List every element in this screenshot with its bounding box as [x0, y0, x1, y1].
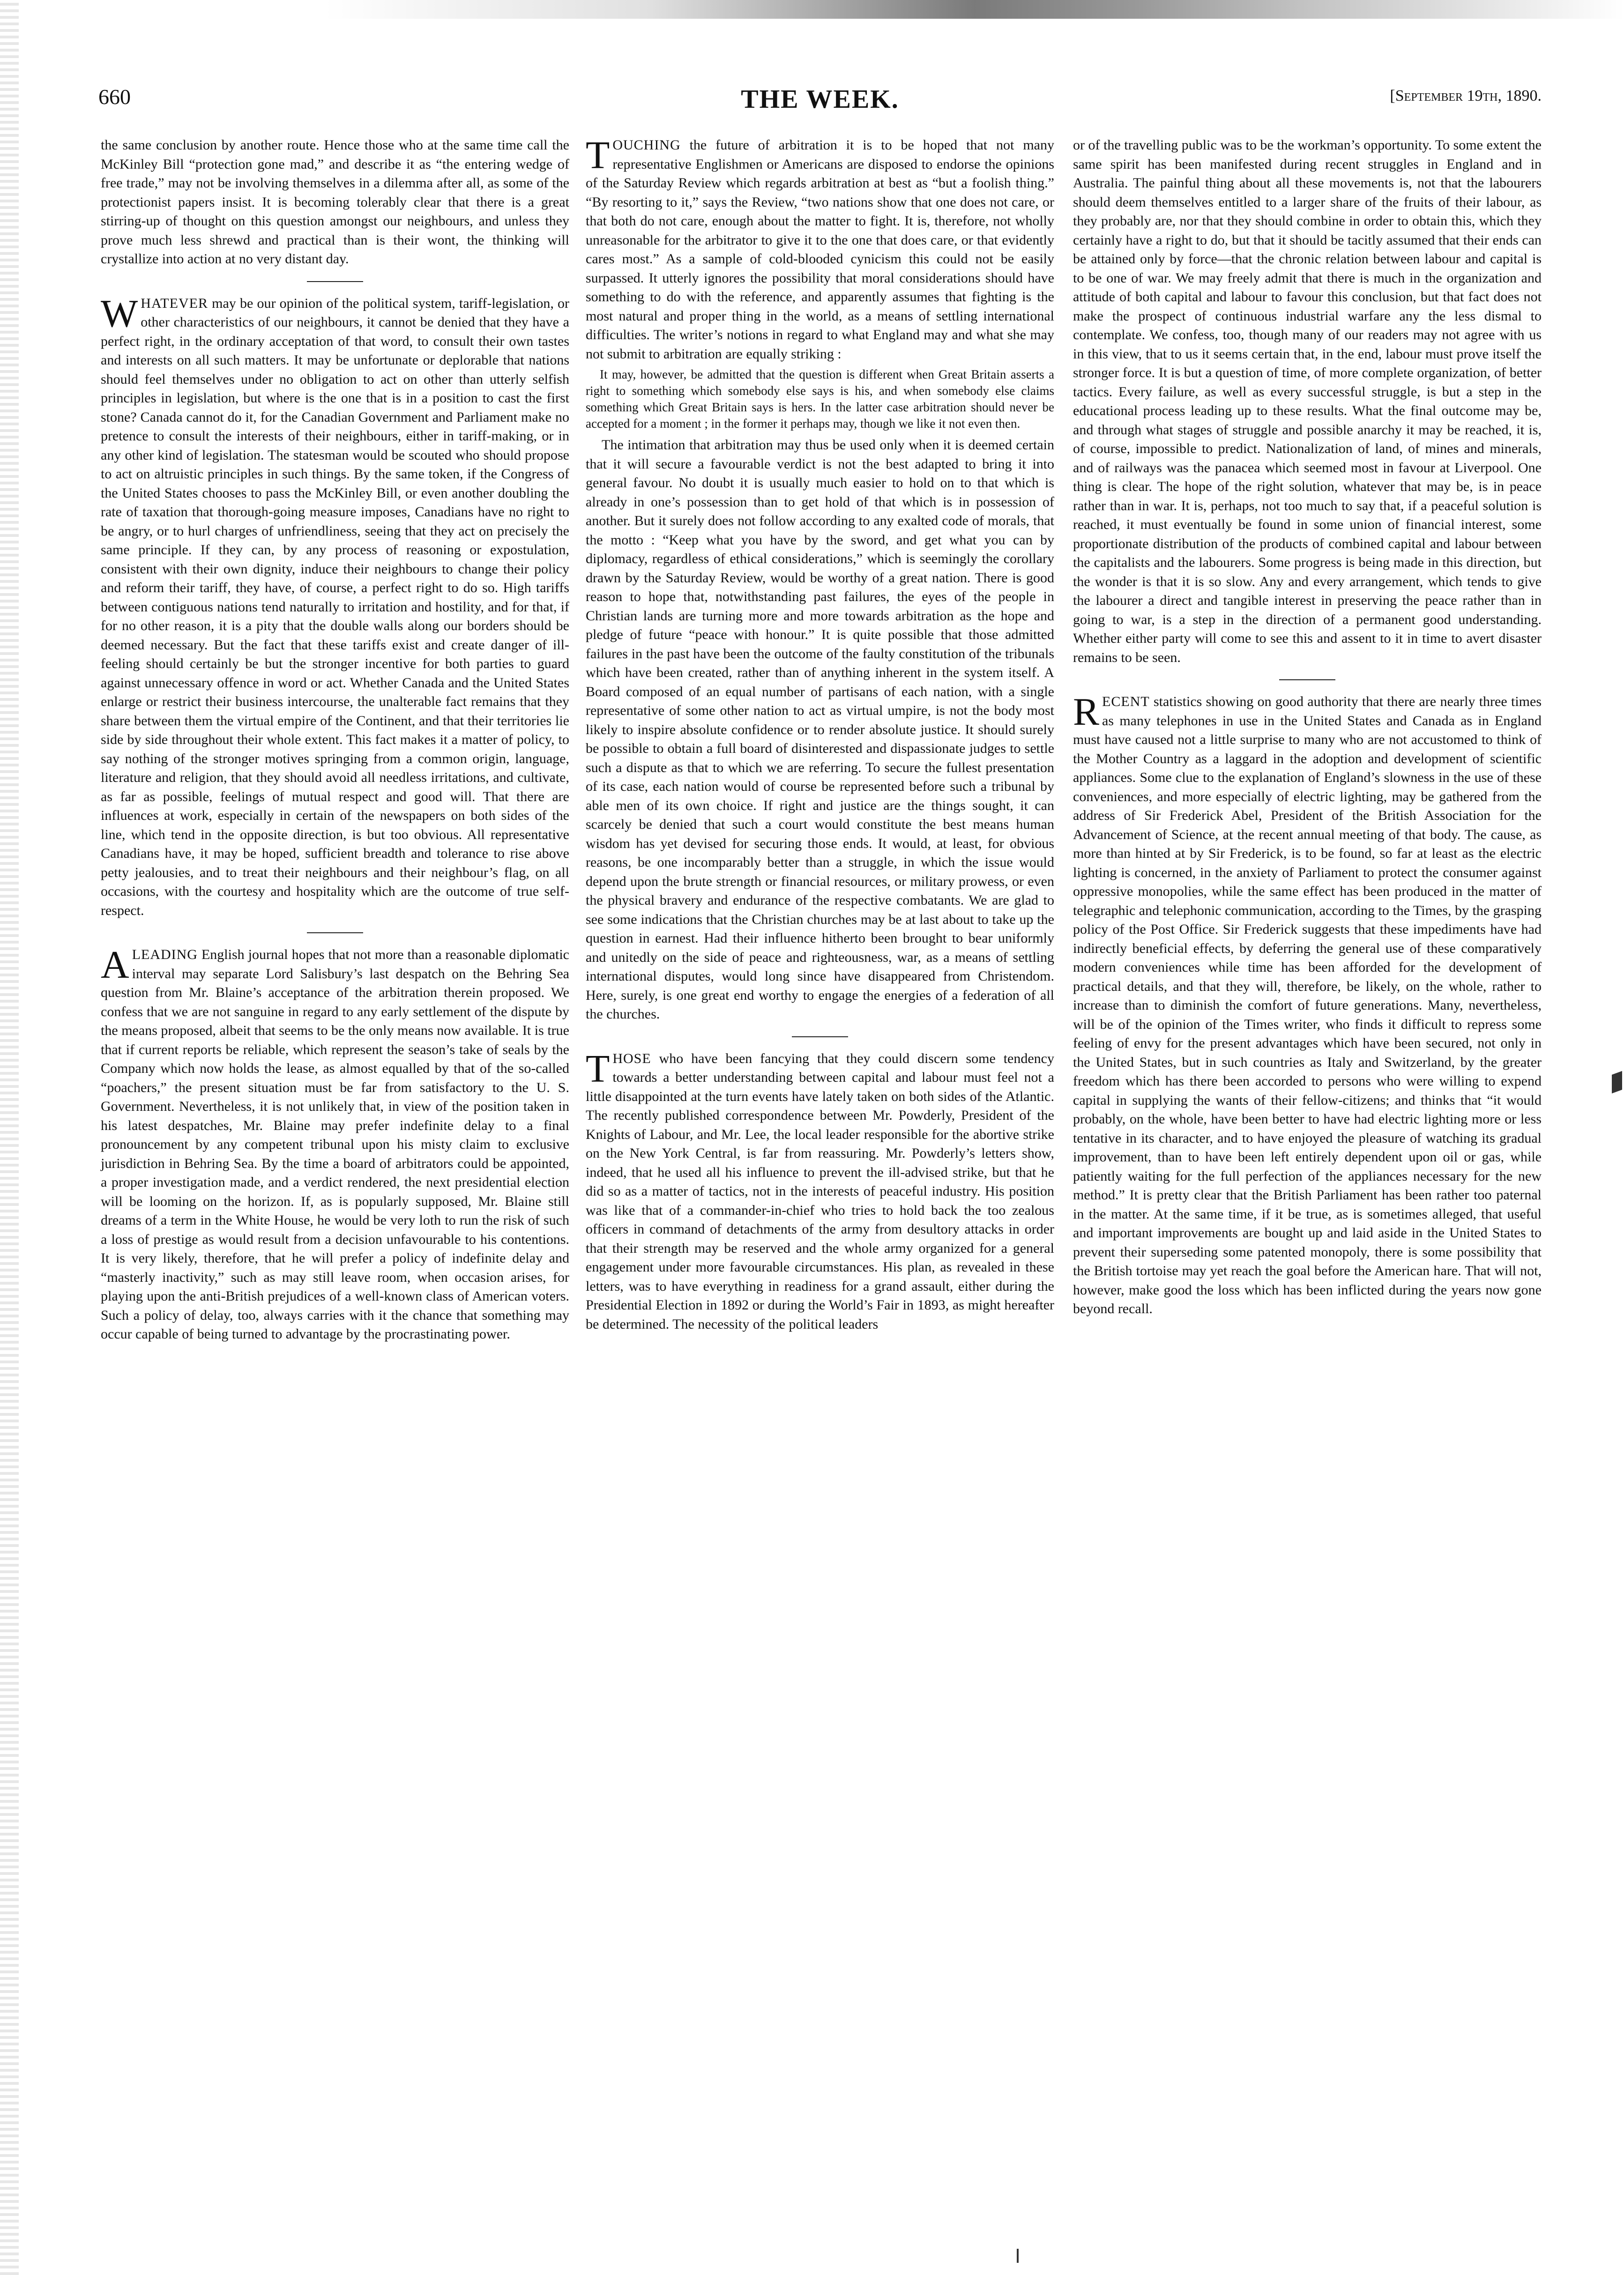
section-divider	[307, 932, 363, 933]
scan-edge-top	[0, 0, 1624, 19]
margin-mark	[1612, 1071, 1622, 1093]
drop-cap: W	[101, 291, 138, 335]
column-1	[101, 136, 569, 1347]
paragraph	[101, 291, 569, 921]
section-divider	[307, 281, 363, 282]
paragraph: or of the travelling public was to be the workman’s opportunity. To some extent the same spirit has been manifested during recent struggles in England and in Australia. The painful thing about all these movements is, not that the labourers should deem themselves entitled to a larger share of the fruits of their labour, as they probably are, nor that they should combine in order to obtain this, which they certainly have a right to do, but that it should be tacitly assumed that their ends can be attained only by force—that the chronic relation between labour and capital is to be one of war. We may freely admit that there is much in the organization and attitude of both capital and labour to favour this conclusion, but that fact does not make the prospect of continuous industrial warfare any the less dismal to contemplate. We confess, too, though many of our readers may not agree with us in this view, that to us it seems certain that, in the end, labour must prove itself the stronger force. It is but a question of time, of more complete organization, of better tactics. Every failure, as well as every successful struggle, is but a step in the educational process leading up to these results. What the final outcome may be, and through what stages of struggle and possible anarchy it may be reached, it is, of course, impossible to predict. Nationalization of land, of mines and minerals, and of railways was the panacea which seemed most in favour at Liverpool. One thing is clear. The hope of the right solution, whatever that may be, is in peace rather than in war. It is, perhaps, not too much to say that, if a peaceful solution is reached, it must eventually be found in some union of financial interest, some proportionate distribution of the products of combined capital and labour between the capitalists and the labourers. Some progress is being made in this direction, but the wonder is that it is so slow. Any and every arrangement, which tends to give the labourer a direct and tangible interest in preserving the peace rather than in going to war, is a step in the direction of a permanent good understanding. Whether either party will come to see this and assent to it in time to avert disaster remains to be seen.	[1073, 137, 1542, 665]
paragraph-text: who have been fancying that they could discern some tendency towards a better understanding between capital and labour must feel not a little disappointed at the turn events have lately taken on both sides of the Atlantic. The recently published correspondence between Mr. Powderly, President of the Knights of Labour, and Mr. Lee, the local leader responsible for the abortive strike on the New York Central, is far from reassuring. Mr. Powderly’s letters show, indeed, that he used all his influence to prevent the ill-advised strike, but that he did so as a matter of tactics, not in the interests of peaceful industry. His position was like that of a commander-in-chief who tries to hold back the too zealous officers in command of detachments of the army from desultory attacks in order that their strength may be reserved and the whole army organized for a general engagement under more favourable circumstances. His plan, as revealed in these letters, was to have everything in readiness for a grand assault, either during the Presidential Election in 1892 or during the World’s Fair in 1893, as might hereafter be determined. The necessity of the political leaders	[586, 1050, 1054, 1332]
paragraph	[101, 945, 569, 1344]
paragraph-text: the future of arbitration it is to be hoped that not many representative Englishmen or Americans are disposed to endorse the opinions of the Saturday Review which regards arbitration at best as “but a foolish thing.” “By resorting to it,” says the Review, “two nations show that one does not care, or that both do not care, enough about the matter to fight. It is, therefore, not wholly unreasonable for the arbitrator to give it to the one that does care, or that evidently cares most.” As a sample of cold-blooded cynicism this could not be easily surpassed. It utterly ignores the possibility that moral considerations should have something to do with the reference, and apparently assumes that fighting is the most natural and proper thing in the world, as a means of settling international difficulties. The writer’s notions in regard to what England may and what she may not submit to arbitration are equally striking :	[586, 137, 1054, 362]
drop-cap: T	[586, 134, 610, 177]
lead-word: HOSE	[612, 1050, 651, 1066]
paragraph-text: may be our opinion of the political system, tariff-legislation, or other characteristics of our neighbours, it cannot be denied that they have a perfect right, in the ordinary acceptation of that word, to consult their own tastes and interests on all such matters. It may be unfortunate or deplorable that nations should feel themselves under no obligation to act on other than utterly selfish principles in legislation, but where is the one that is in a position to cast the first stone? Canada cannot do it, for the Canadian Government and Parliament make no pretence to consult the interests of their neighbours, either in tariff-making, or in any other kind of legislation. The statesman would be scouted who should propose to act on altruistic principles in such things. By the same token, if the Congress of the United States chooses to pass the McKinley Bill, or even another doubling the rate of taxation that thorough-going measure imposes, Canadians have no right to be angry, or to hurl charges of unfriendliness, seeing that they act on precisely the same principle. If they can, by any process of reasoning or expostulation, consistent with their own dignity, induce their neighbours to change their policy and reform their tariff, they have, of course, a perfect right to do so. High tariffs between contiguous nations tend naturally to irritation and hostility, and for that, if for no other reason, it is a pity that the double walls along our borders should be deemed necessary. But the fact that these tariffs exist and create danger of ill-feeling should certainly be but the stronger incentive for both parties to guard against unnecessary offence in word or act. Whether Canada and the United States enlarge or restrict their business intercourse, the unalterable fact remains that they share between them the virtual empire of the Continent, and that their territories lie side by side throughout their whole extent. This fact makes it a matter of policy, to say nothing of the stronger motives springing from a common origin, language, literature and religion, that they should avoid all needless irritations, and cultivate, as far as possible, feelings of mutual respect and good will. That there are influences at work, especially in certain of the newspapers on both sides of the line, which tend in the opposite direction, is but too obvious. All representative Canadians have, it may be hoped, sufficient breadth and tolerance to rise above petty jealousies, and to treat their neighbours and their neighbour’s flag, on all occasions, with the courtesy and hospitality which are the outcome of true self-respect.	[101, 295, 569, 918]
paragraph-text: English journal hopes that not more than a reasonable diplomatic interval may separate Lord Salisbury’s last despatch on the Behring Sea question from Mr. Blaine’s acceptance of the arbitration therein proposed. We confess that we are not sanguine in regard to any early settlement of the dispute by the means proposed, albeit that seems to be the only means now available. It is true that if current reports be reliable, which represent the season’s take of seals by the Company which now holds the lease, as almost equalled by that of the so-called “poachers,” the present situation must be far from satisfactory to the U. S. Government. Nevertheless, it is not unlikely that, in view of the position taken in his latest despatches, Mr. Blaine may prefer indefinite delay to a final pronouncement by any competent tribunal upon his misty claim to exclusive jurisdiction in Behring Sea. By the time a board of arbitrators could be appointed, a proper investigation made, and a verdict rendered, the next presidential election will be looming on the horizon. If, as is popularly supposed, Mr. Blaine still dreams of a term in the White House, he would be very loth to run the risk of such a loss of prestige as would result from a decision unfavourable to his contentions. It is very likely, therefore, that he will prefer a policy of indefinite delay and “masterly inactivity,” such as may still leave room, when occasion arises, for playing upon the anti-British prejudices of a well-known class of American voters. Such a policy of delay, too, always carries with it the chance that something may occur capable of being turned to advantage by the procrastinating power.	[101, 947, 569, 1342]
page-mark	[1017, 2249, 1019, 2263]
section-divider	[1279, 679, 1335, 680]
column-3	[1073, 136, 1542, 1322]
issue-date: [September 19th, 1890.	[1390, 87, 1542, 104]
paragraph	[586, 136, 1054, 364]
paragraph-text: statistics showing on good authority that there are nearly three times as many telephones in use in the United States and Canada as in England must have caused not a little surprise to many who are not accustomed to think of the Mother Country as a laggard in the adoption and development of scientific appliances. Some clue to the explanation of England’s slowness in the use of these conveniences, and more especially of electric lighting, may be gathered from the address of Sir Frederick Abel, President of the British Association for the Advancement of Science, at the recent annual meeting of that body. The cause, as more than hinted at by Sir Frederick, is to be found, so far at least as the electric lighting is concerned, in the anxiety of Parliament to protect the consumer against oppressive monopolies, while the same effect has been produced in the matter of telegraphic and telephonic communication, according to the Times, by the grasping policy of the Post Office. Sir Frederick suggests that these impediments have had indirectly beneficial effects, by deferring the general use of these comparatively modern conveniences while time has been afforded for the development of practical details, and that they will, therefore, be likely, on the whole, rather to increase than to diminish the comfort of future generations. Many, nevertheless, will be of the opinion of the Times writer, who finds it difficult to repress some feeling of envy for the present advantages which have been secured, not only in the United States, but in such countries as Italy and Switzerland, by the greater freedom which has there been accorded to persons who were willing to expend capital in supplying the wants of their fellow-citizens; and thinks that “it would probably, on the whole, have been better to have had electric lighting more or less tentative in its character, and to have enjoyed the pleasure of watching its gradual improvement, than to have been left entirely dependent upon oil or gas, while patiently waiting for the full perfection of the appliances necessary for the new method.” It is pretty clear that the British Parliament has been rather too paternal in the matter. At the same time, if it be true, as is sometimes alleged, that useful and important improvements are bought up and laid aside in the United States to prevent their superseding some patented monopoly, there is some possibility that the British tortoise may yet reach the goal before the American hare. That will not, however, make good the loss which has been inflicted during the years now gone beyond recall.	[1073, 694, 1542, 1316]
drop-cap: A	[101, 943, 129, 987]
drop-cap: T	[586, 1047, 610, 1091]
section-divider	[792, 1036, 848, 1037]
page-header	[98, 84, 1542, 122]
paragraph: The intimation that arbitration may thus be used only when it is deemed certain that it will secure a favourable verdict is not the best adapted to bring it into general favour. No doubt it is usually much easier to hold on to that which is already in one’s possession than to get hold of that which is in possession of another. But it surely does not follow according to any exalted code of morals, that the motto : “Keep what you have by the sword, and get what you can by diplomacy, regardless of ethical considerations,” which is seemingly the corollary drawn by the Saturday Review, would be worthy of a great nation. There is good reason to hope that, notwithstanding past failures, the eyes of the people in Christian lands are turning more and more towards arbitration as the hope and pledge of future “peace with honour.” It is quite possible that those admitted failures in the past have been the outcome of the faulty constitution of the tribunals which have been created, rather than of anything inherent in the system itself. A Board composed of an equal number of partisans of each nation, with a single representative of some other nation to act as virtual umpire, is not the body most likely to inspire absolute confidence or to render absolute justice. It should surely be possible to obtain a full board of disinterested and dispassionate judges to settle such a dispute as that to which we are referring. To secure the fullest presentation of its case, each nation would of course be represented before such a tribunal by able men of its own choice. If right and justice are the things sought, it can scarcely be denied that such a court would constitute the best means human wisdom has yet devised for securing those ends. It would, at least, for obvious reasons, be one incomparably better than a struggle, in which the issue would depend upon the brute strength or financial resources, or military prowess, or even the physical bravery and endurance of the respective combatants. We are glad to see some indications that the Christian churches may be at last about to take up the question in earnest. Had their influence hitherto been brought to bear uniformly and unitedly on the side of peace and righteousness, war, as a means of settling international disputes, would long since have disappeared from Christendom. Here, surely, is one great end worthy to engage the energies of a federation of all the churches.	[586, 437, 1054, 1022]
lead-word: ECENT	[1102, 694, 1150, 709]
lead-word: OUCHING	[612, 137, 681, 153]
lead-word: LEADING	[132, 947, 198, 962]
paragraph: the same conclusion by another route. Hence those who at the same time call the McKinley Bill “protection gone mad,” and describe it as “the entering wedge of free trade,” may not be involving themselves in a dilemma after all, as some of the protectionist papers insist. It is becoming tolerably clear that there is a great stirring-up of thought on this question amongst our neighbours, and unless they prove much less shrewd and practical than is their wont, the thinking will crystallize into action at no very distant day.	[101, 137, 569, 267]
scan-edge-left	[0, 0, 19, 2275]
publication-title: THE WEEK.	[741, 85, 899, 114]
block-quote: It may, however, be admitted that the question is different when Great Britain asserts a right to something which somebody else says is his, and when somebody else claims something which Great Britain says is hers. In the latter case arbitration should never be accepted for a moment ; in the former it perhaps may, though we like it not even then.	[586, 367, 1054, 431]
paragraph	[1073, 692, 1542, 1319]
lead-word: HATEVER	[141, 295, 208, 311]
drop-cap: R	[1073, 690, 1100, 734]
column-2	[586, 136, 1054, 1337]
paragraph	[586, 1049, 1054, 1334]
page-number: 660	[98, 85, 131, 109]
